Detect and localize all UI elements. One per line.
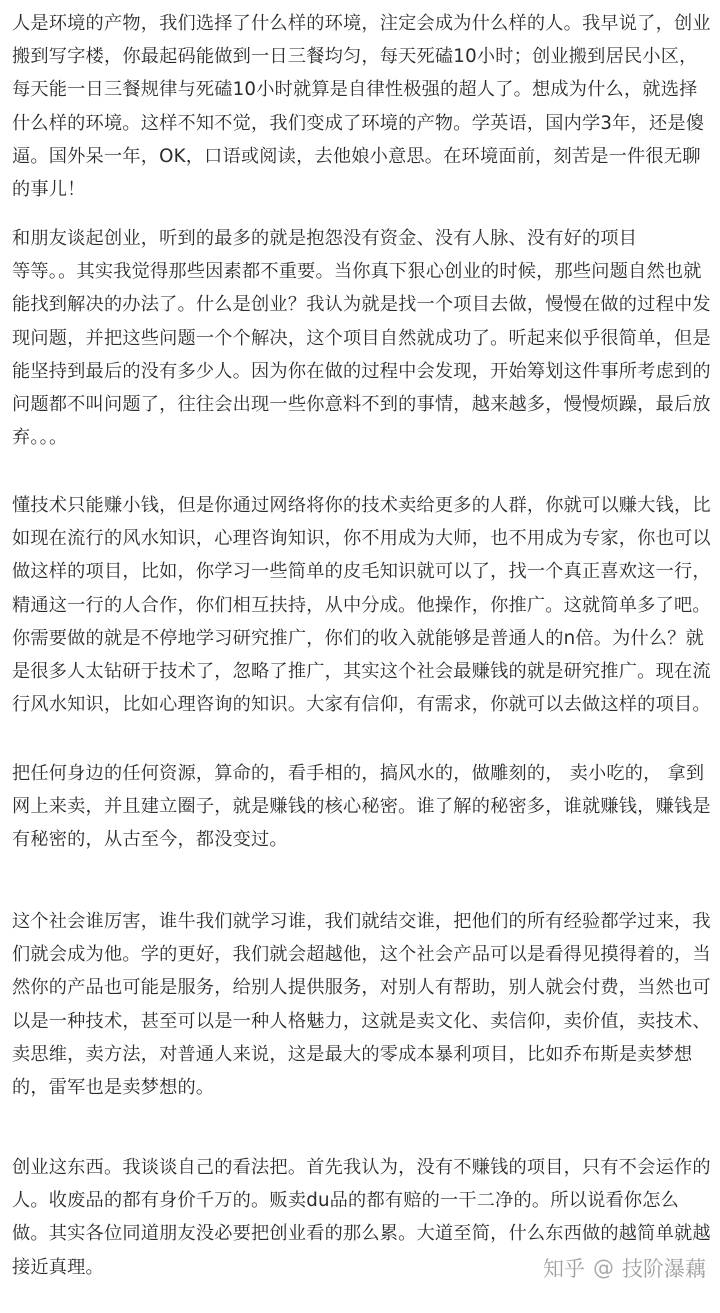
paragraph-2: 和朋友谈起创业，听到的最多的就是抱怨没有资金、没有人脉、没有好的项目 等等。。其实我觉得那些因素都不重要。当你真下狠心创业的时候，那些问题自然也就能找到解决的办法了。什么是创业？我认为就是找一个项目去做，慢慢在做的过程中发现问题，并把这些问题一个个解决，这个项目自然就成功了。听起来似乎很简单，但是能坚持到最后的没有多少人。因为你在做的过程中会发现，开始筹划这件事所考虑到的问题都不叫问题了，往往会出现一些你意料不到的事情，越来越多，慢慢烦躁，最后放弃。。。	[12, 228, 711, 449]
watermark-author: 技阶瀑藕	[622, 1257, 706, 1281]
paragraph-6: 创业这东西。我谈谈自己的看法把。首先我认为，没有不赚钱的项目，只有不会运作的人。收废品的都有身价千万的。贩卖du品的都有赔的一干二净的。所以说看你怎么做。其实各位同道朋友没必要把创业看的那么累。大道至简，什么东西做的越简单就越接近真理。	[12, 1157, 711, 1278]
paragraph-1: 人是环境的产物，我们选择了什么样的环境，注定会成为什么样的人。我早说了，创业搬到写字楼，你最起码能做到一日三餐均匀，每天死磕10小时；创业搬到居民小区，每天能一日三餐规律与死磕10小时就算是自律性极强的超人了。想成为什么，就选择什么样的环境。这样不知不觉，我们变成了环境的产物。学英语，国内学3年，还是傻逼。国外呆一年，OK，口语或阅读，去他娘小意思。在环境面前，刻苦是一件很无聊的事儿！	[12, 13, 711, 201]
paragraph-5: 这个社会谁厉害，谁牛我们就学习谁，我们就结交谁，把他们的所有经验都学过来，我们就会成为他。学的更好，我们就会超越他，这个社会产品可以是看得见摸得着的，当然你的产品也可能是服务，给别人提供服务，对别人有帮助，别人就会付费，当然也可以是一种技术，甚至可以是一种人格魅力，这就是卖文化、卖信仰，卖价值，卖技术、卖思维，卖方法，对普通人来说，这是最大的零成本暴利项目，比如乔布斯是卖梦想的，雷军也是卖梦想的。	[12, 911, 711, 1099]
zhihu-watermark	[543, 1253, 706, 1283]
paragraph-4: 把任何身边的任何资源，算命的，看手相的，搞风水的，做雕刻的， 卖小吃的， 拿到网上来卖，并且建立圈子，就是赚钱的核心秘密。谁了解的秘密多，谁就赚钱，赚钱是有秘密的，从古至今，都没变过。	[12, 763, 711, 851]
watermark-separator: @	[593, 1256, 614, 1280]
watermark-site: 知乎	[543, 1257, 585, 1281]
paragraph-3: 懂技术只能赚小钱，但是你通过网络将你的技术卖给更多的人群，你就可以赚大钱，比如现在流行的风水知识，心理咨询知识，你不用成为大师，也不用成为专家，你也可以做这样的项目，比如，你学习一些简单的皮毛知识就可以了，找一个真正喜欢这一行，精通这一行的人合作，你们相互扶持，从中分成。他操作，你推广。这就简单多了吧。你需要做的就是不停地学习研究推广，你们的收入就能够是普通人的n倍。为什么？就是很多人太钻研于技术了，忽略了推广，其实这个社会最赚钱的就是研究推广。现在流行风水知识，比如心理咨询的知识。大家有信仰，有需求，你就可以去做这样的项目。	[12, 495, 711, 716]
